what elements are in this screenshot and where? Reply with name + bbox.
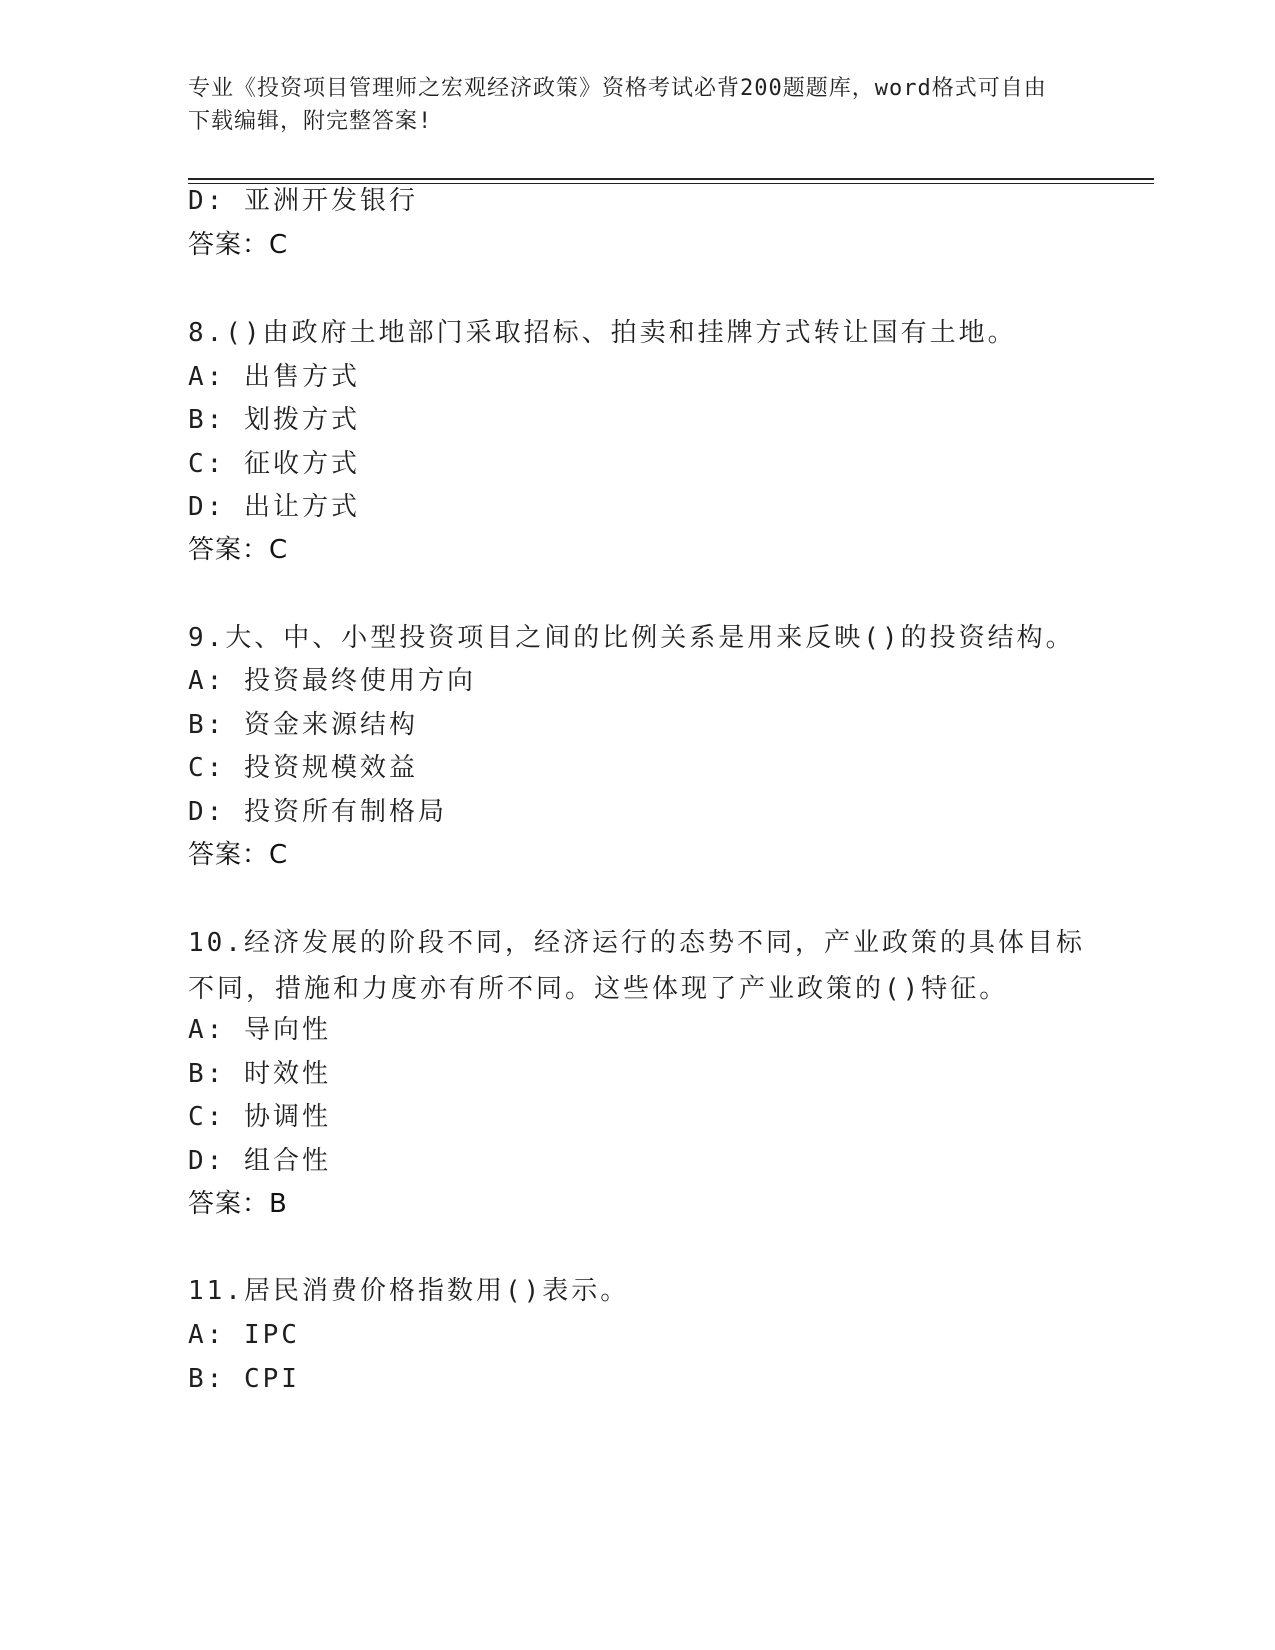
question-9-option-c: C: 投资规模效益: [188, 753, 418, 783]
question-9-answer: 答案：C: [188, 840, 289, 870]
question-11-option-b: B: CPI: [188, 1364, 300, 1394]
question-9-option-b: B: 资金来源结构: [188, 710, 418, 740]
question-8-option-b: B: 划拨方式: [188, 405, 360, 435]
question-9-option-a: A: 投资最终使用方向: [188, 666, 476, 696]
question-10-option-c: C: 协调性: [188, 1102, 331, 1132]
question-11-stem: 11.居民消费价格指数用()表示。: [188, 1276, 630, 1306]
question-8-answer: 答案：C: [188, 535, 289, 565]
question-9-stem: 9.大、中、小型投资项目之间的比例关系是用来反映()的投资结构。: [188, 623, 1075, 653]
question-10-option-a: A: 导向性: [188, 1015, 331, 1045]
question-10-answer: 答案：B: [188, 1189, 288, 1219]
question-9-option-d: D: 投资所有制格局: [188, 797, 447, 827]
question-8-option-a: A: 出售方式: [188, 362, 360, 392]
question-8-option-d: D: 出让方式: [188, 492, 360, 522]
prev-option-d: D: 亚洲开发银行: [188, 186, 418, 216]
document-header: 专业《投资项目管理师之宏观经济政策》资格考试必背200题题库，word格式可自由下载编辑，附完整答案!: [188, 76, 1047, 134]
question-8-stem: 8.()由政府土地部门采取招标、拍卖和挂牌方式转让国有土地。: [188, 318, 1017, 348]
question-10-stem: 10.经济发展的阶段不同，经济运行的态势不同，产业政策的具体目标不同，措施和力度亦有所不同。这些体现了产业政策的()特征。: [188, 928, 1085, 1004]
prev-answer: 答案：C: [188, 230, 289, 260]
question-10-option-d: D: 组合性: [188, 1146, 331, 1176]
question-8-option-c: C: 征收方式: [188, 449, 360, 479]
question-11-option-a: A: IPC: [188, 1320, 300, 1350]
question-10-option-b: B: 时效性: [188, 1059, 331, 1089]
